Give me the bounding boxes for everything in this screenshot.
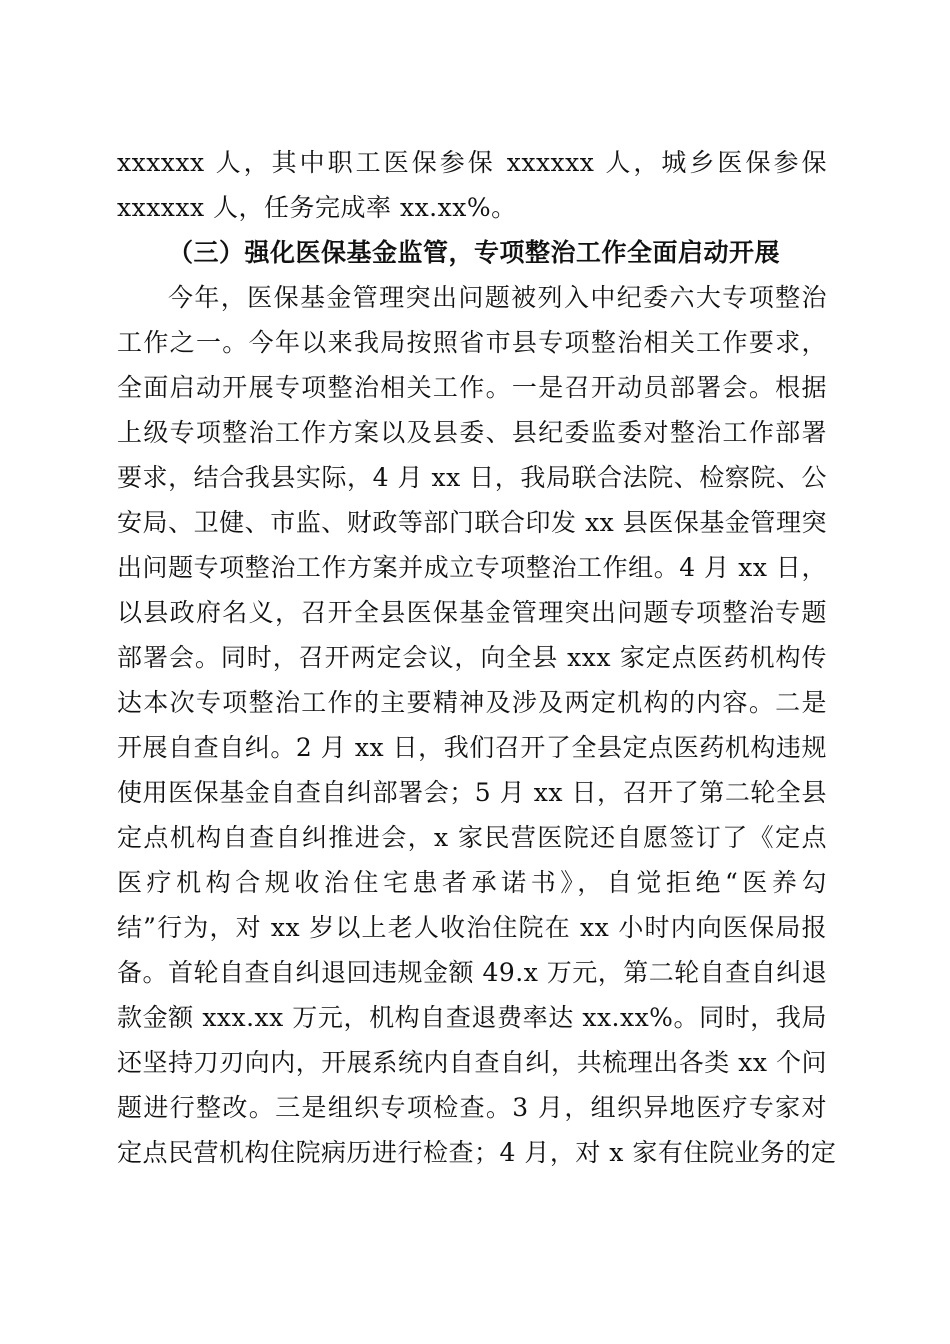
paragraph-line-8: 以县政府名义，召开全县医保基金管理突出问题专项整治专题: [117, 598, 827, 627]
paragraph-line-3: 全面启动开展专项整治相关工作。一是召开动员部署会。根据: [117, 373, 827, 402]
paragraph-line-13: 定点机构自查自纠推进会，x 家民营医院还自愿签订了《定点: [117, 823, 827, 852]
paragraph-line-20: 定点民营机构住院病历进行检查；4 月，对 x 家有住院业务的定: [117, 1138, 837, 1167]
paragraph-line-11: 开展自查自纠。2 月 xx 日，我们召开了全县定点医药机构违规: [117, 733, 827, 762]
paragraph-line-14: 医疗机构合规收治住宅患者承诺书》，自觉拒绝“医养勾: [117, 868, 827, 897]
paragraph-line-18: 还坚持刀刃向内，开展系统内自查自纠，共梳理出各类 xx 个问: [117, 1048, 827, 1077]
text-line-2: xxxxxx 人，任务完成率 xx.xx%。: [117, 193, 517, 222]
paragraph-line-17: 款金额 xxx.xx 万元，机构自查退费率达 xx.xx%。同时，我局: [117, 1003, 827, 1032]
paragraph-line-6: 安局、卫健、市监、财政等部门联合印发 xx 县医保基金管理突: [117, 508, 827, 537]
paragraph-line-1: 今年，医保基金管理突出问题被列入中纪委六大专项整治: [168, 283, 827, 312]
paragraph-line-2: 工作之一。今年以来我局按照省市县专项整治相关工作要求，: [117, 328, 827, 357]
paragraph-line-7: 出问题专项整治工作方案并成立专项整治工作组。4 月 xx 日，: [117, 553, 827, 582]
paragraph-line-12: 使用医保基金自查自纠部署会；5 月 xx 日，召开了第二轮全县: [117, 778, 827, 807]
text-line-1: xxxxxx 人，其中职工医保参保 xxxxxx 人，城乡医保参保: [117, 148, 827, 177]
paragraph-line-19: 题进行整改。三是组织专项检查。3 月，组织异地医疗专家对: [117, 1093, 827, 1122]
paragraph-line-9: 部署会。同时，召开两定会议，向全县 xxx 家定点医药机构传: [117, 643, 827, 672]
paragraph-line-5: 要求，结合我县实际，4 月 xx 日，我局联合法院、检察院、公: [117, 463, 827, 492]
paragraph-line-4: 上级专项整治工作方案以及县委、县纪委监委对整治工作部署: [117, 418, 827, 447]
paragraph-line-16: 备。首轮自查自纠退回违规金额 49.x 万元，第二轮自查自纠退: [117, 958, 828, 987]
paragraph-line-10: 达本次专项整治工作的主要精神及涉及两定机构的内容。二是: [117, 688, 827, 717]
paragraph-line-15: 结”行为，对 xx 岁以上老人收治住院在 xx 小时内向医保局报: [117, 913, 827, 942]
section-heading: （三）强化医保基金监管，专项整治工作全面启动开展: [168, 238, 781, 267]
